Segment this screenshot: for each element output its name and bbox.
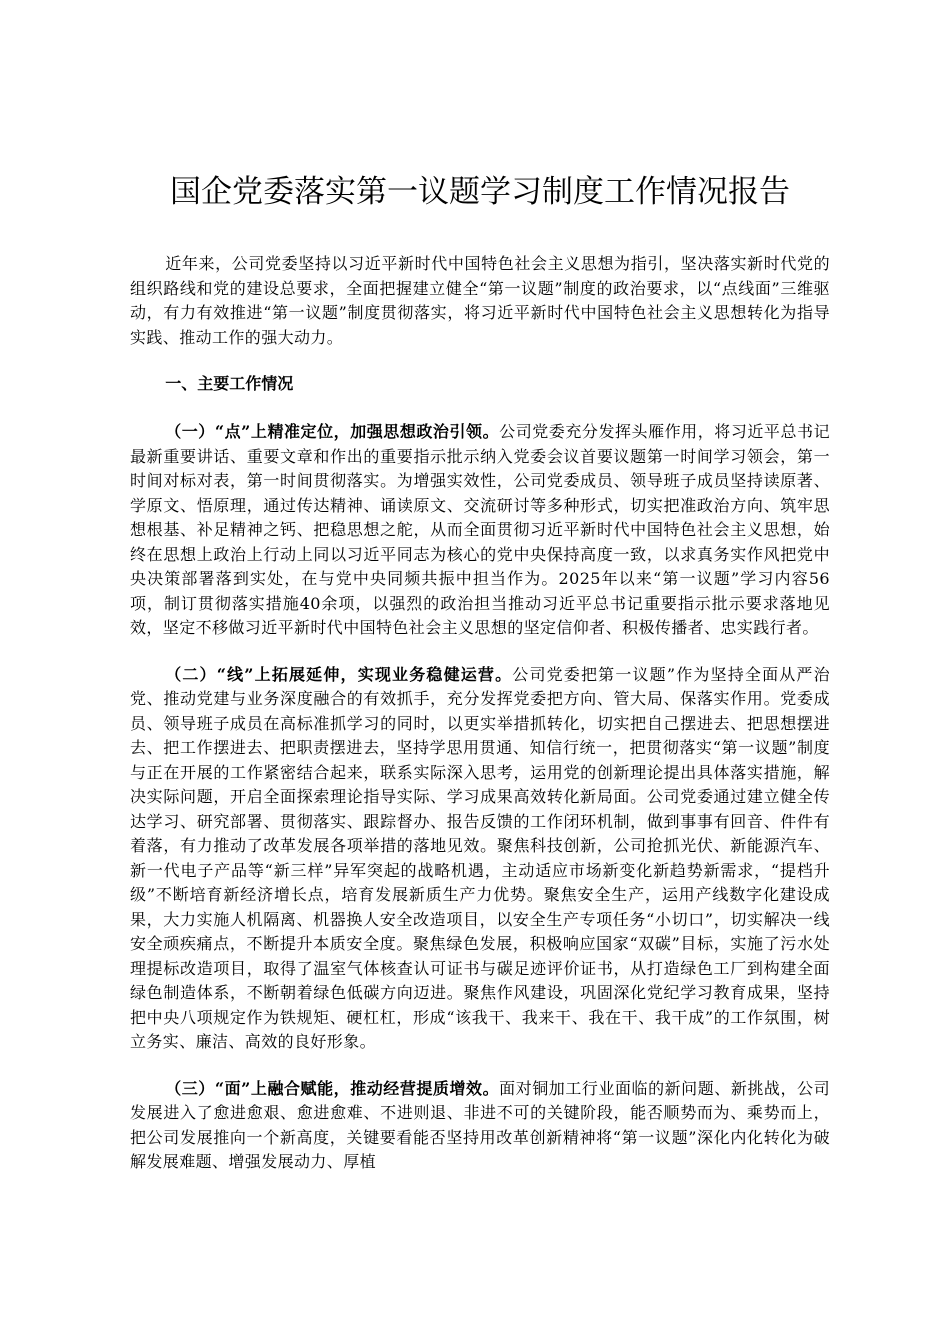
intro-paragraph: 近年来，公司党委坚持以习近平新时代中国特色社会主义思想为指引，坚决落实新时代党的组织路线和党的建设总要求，全面把握建立健全“第一议题”制度的政治要求，以“点线面”三维驱动，有力有效推进“第一议题”制度贯彻落实，将习近平新时代中国特色社会主义思想转化为指导实践、推动工作的强大动力。	[130, 254, 830, 347]
section-heading: 一、主要工作情况	[165, 374, 294, 393]
section-item-2-body: 公司党委把第一议题”作为坚持全面从严治党、推动党建与业务深度融合的有效抓手，充分发挥党委把方向、管大局、保落实作用。党委成员、领导班子成员在高标准抓学习的同时，以更实举措抓转化，切实把自己摆进去、把思想摆进去、把工作摆进去、把职责摆进去，坚持学思用贯通、知信行统一，把贯彻落实“第一议题”制度与正在开展的工作紧密结合起来，联系实际深入思考，运用党的创新理论提出具体落实措施，解决实际问题，开启全面探索理论指导实际、学习成果高效转化新局面。公司党委通过建立健全传达学习、研究部署、贯彻落实、跟踪督办、报告反馈的工作闭环机制，做到事事有回音、件件有着落，有力推动了改革发展各项举措的落地见效。聚焦科技创新，公司抢抓光伏、新能源汽车、新一代电子产品等“新三样”异军突起的战略机遇，主动适应市场新变化新趋势新需求，“提档升级”不断培育新经济增长点，培育发展新质生产力优势。聚焦安全生产，运用产线数字化建设成果，大力实施人机隔离、机器换人安全改造项目，以安全生产专项任务“小切口”，切实解决一线安全顽疾痛点，不断提升本质安全度。聚焦绿色发展，积极响应国家“双碳”目标，实施了污水处理提标改造项目，取得了温室气体核查认可证书与碳足迹评价证书，从打造绿色工厂到构建全面绿色制造体系，不断朝着绿色低碳方向迈进。聚焦作风建设，巩固深化党纪学习教育成果，坚持把中央八项规定作为铁规矩、硬杠杠，形成“该我干、我来干、我在干、我干成”的工作氛围，树立务实、廉洁、高效的良好形象。	[130, 664, 830, 1051]
section-item-1	[130, 420, 830, 641]
section-item-2	[130, 663, 830, 1055]
document-title: 国企党委落实第一议题学习制度工作情况报告	[170, 174, 790, 210]
document-page	[130, 168, 830, 1197]
section-item-1-body: 公司党委充分发挥头雁作用，将习近平总书记最新重要讲话、重要文章和作出的重要指示批示纳入党委会议首要议题第一时间学习领会，第一时间对标对表，第一时间贯彻落实。为增强实效性，公司党委成员、领导班子成员坚持读原著、学原文、悟原理，通过传达精神、诵读原文、交流研讨等多种形式，切实把准政治方向、筑牢思想根基、补足精神之钙、把稳思想之舵，从而全面贯彻习近平新时代中国特色社会主义思想，始终在思想上政治上行动上同以习近平同志为核心的党中央保持高度一致，以求真务实作风把党中央决策部署落到实处，在与党中央同频共振中担当作为。2025年以来“第一议题”学习内容56项，制订贯彻落实措施40余项，以强烈的政治担当推动习近平总书记重要指示批示要求落地见效，坚定不移做习近平新时代中国特色社会主义思想的坚定信仰者、积极传播者、忠实践行者。	[130, 422, 830, 637]
section-item-1-lead: （一）“点”上精准定位，加强思想政治引领。	[165, 422, 500, 441]
section-item-2-lead: （二）“线”上拓展延伸，实现业务稳健运营。	[165, 664, 513, 684]
section-item-3	[130, 1077, 830, 1175]
section-item-3-body: 面对铜加工行业面临的新问题、新挑战，公司发展进入了愈进愈艰、愈进愈难、不进则退、非进不可的关键阶段，能否顺势而为、乘势而上，把公司发展推向一个新高度，关键要看能否坚持用改革创新精神将“第一议题”深化内化转化为破解发展难题、增强发展动力、厚植	[130, 1078, 830, 1171]
section-item-3-lead: （三）“面”上融合赋能，推动经营提质增效。	[165, 1078, 500, 1098]
